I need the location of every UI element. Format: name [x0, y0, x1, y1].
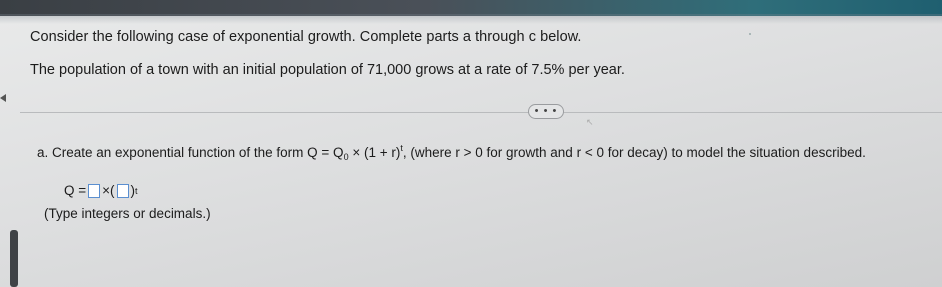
formula-mid: × (1 + r)	[348, 145, 401, 160]
formula-subscript: 0	[343, 152, 349, 162]
section-divider	[20, 112, 942, 113]
formula-exponent: t	[400, 143, 403, 153]
answer-lhs: Q =	[64, 183, 87, 198]
more-options-button[interactable]: • • •	[528, 104, 564, 119]
cursor-icon: ↖	[586, 117, 594, 127]
formula-q: Q = Q	[307, 145, 344, 160]
answer-times: ×	[102, 183, 111, 198]
part-a-question	[37, 143, 866, 162]
answer-close-paren: )	[130, 183, 136, 198]
answer-open-paren: (	[110, 183, 115, 198]
problem-intro: Consider the following case of exponential growth. Complete parts a through c below.	[30, 29, 582, 45]
screen-speck	[749, 33, 751, 35]
answer-exponent: t	[135, 185, 138, 196]
growth-factor-input[interactable]	[117, 184, 129, 198]
collapse-arrow-icon[interactable]	[0, 94, 6, 102]
problem-context: The population of a town with an initial population of 71,000 grows at a rate of 7.5% per year.	[30, 62, 625, 78]
initial-value-input[interactable]	[88, 184, 100, 198]
screen-edge-shadow	[10, 230, 18, 287]
part-a-lead: a. Create an exponential function of the form	[37, 145, 308, 160]
answer-hint: (Type integers or decimals.)	[44, 206, 211, 221]
part-a-tail: , (where r > 0 for growth and r < 0 for decay) to model the situation described.	[402, 145, 866, 160]
answer-row	[64, 183, 138, 198]
top-bar-fade	[0, 14, 942, 24]
